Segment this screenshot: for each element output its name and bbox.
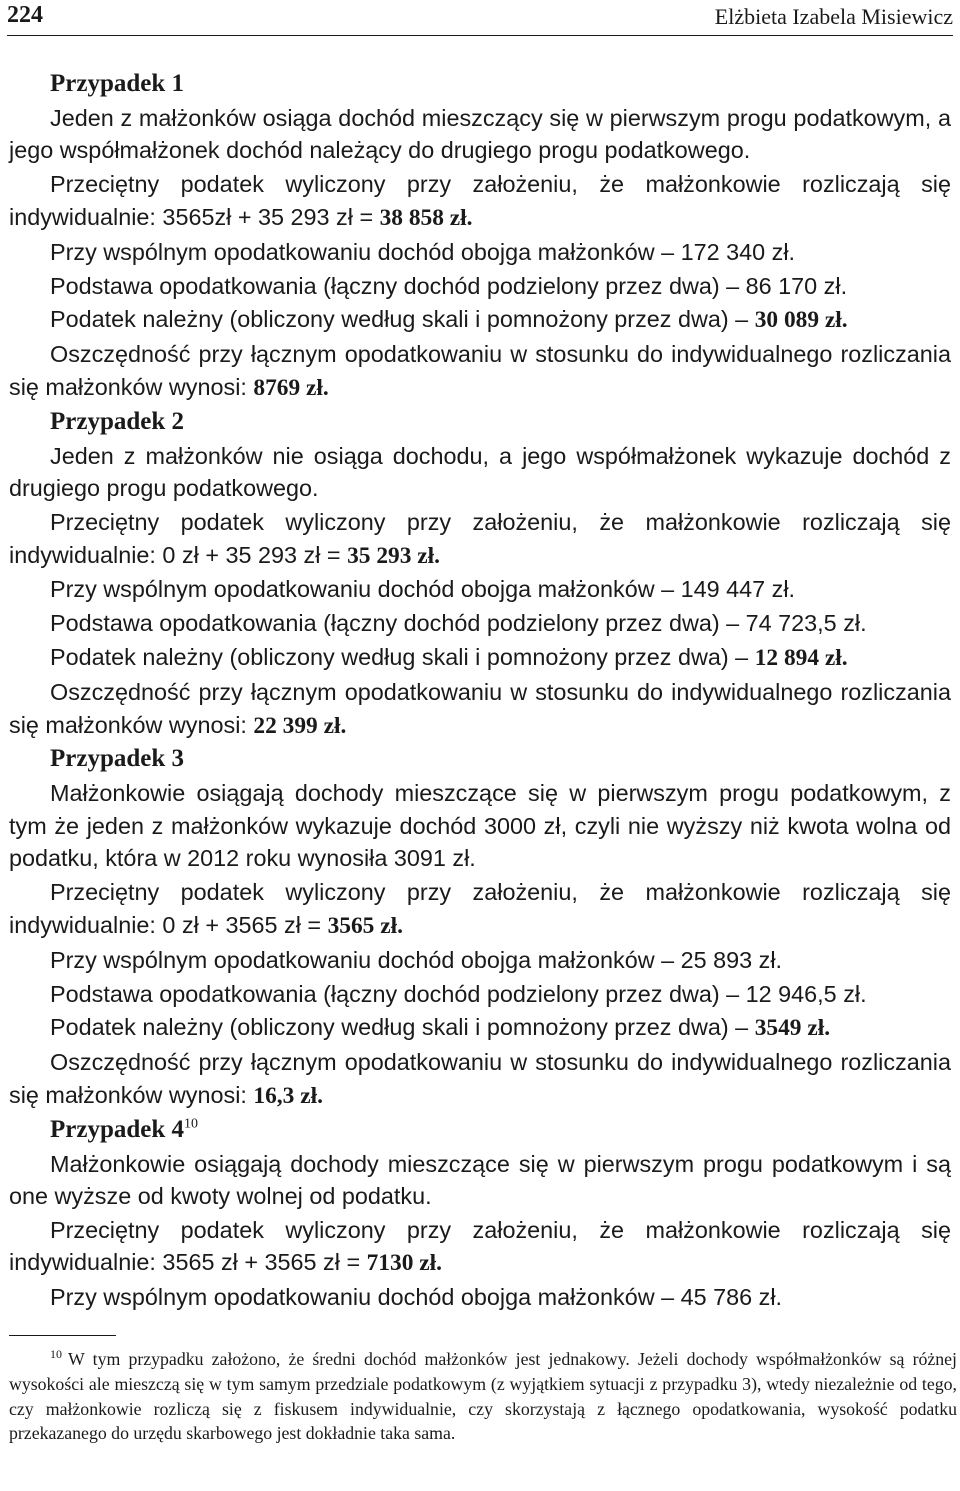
case-4-individual-tax-text: Przeciętny podatek wyliczony przy założeniu, że małżonkowie rozliczają się indywidualnie: 3565 zł + 3565 zł = (9, 1216, 951, 1276)
case-2-savings (9, 676, 951, 742)
case-4-individual-tax (9, 1214, 951, 1280)
case-1-individual-tax-text: Przeciętny podatek wyliczony przy założeniu, że małżonkowie rozliczają się indywidualnie: 3565zł + 35 293 zł = (9, 171, 951, 230)
case-1-individual-tax (9, 168, 951, 234)
case-1-description: Jeden z małżonków osiąga dochód mieszczący się w pierwszym progu podatkowym, a jego współmałżonek dochód należący do drugiego progu podatkowego. (9, 104, 951, 164)
footnote-separator (9, 1335, 116, 1336)
header-rule (7, 35, 953, 36)
body-text (9, 68, 951, 1315)
page-number: 224 (7, 2, 43, 28)
case-3-tax-due-value: 3549 zł. (754, 1015, 831, 1042)
case-3-savings-text: Oszczędność przy łącznym opodatkowaniu w stosunku do indywidualnego rozliczania się małżonków wynosi: (9, 1049, 951, 1108)
case-1-savings-value: 8769 zł. (253, 374, 329, 401)
case-2-tax-due-text: Podatek należny (obliczony według skali i pomnożony przez dwa) – (50, 644, 755, 671)
running-header (7, 0, 953, 40)
footnote-number: 10 (50, 1347, 62, 1362)
footnote-reference[interactable]: 10 (184, 1116, 199, 1132)
case-1-joint-income: Przy wspólnym opodatkowaniu dochód obojga małżonków – 172 340 zł. (50, 238, 796, 265)
case-2-tax-base: Podstawa opodatkowania (łączny dochód podzielony przez dwa) – 74 723,5 zł. (50, 610, 867, 637)
case-3-tax-due-text: Podatek należny (obliczony według skali i pomnożony przez dwa) – (50, 1014, 755, 1041)
case-4-individual-tax-value: 7130 zł. (366, 1250, 442, 1277)
running-author: Elżbieta Izabela Misiewicz (714, 4, 953, 29)
case-2-individual-tax-value: 35 293 zł. (347, 542, 440, 569)
case-2-tax-due-value: 12 894 zł. (754, 645, 848, 672)
case-3-heading (9, 743, 951, 776)
case-1-heading (9, 68, 951, 101)
case-2-description: Jeden z małżonków nie osiąga dochodu, a jego współmałżonek wykazuje dochód z drugiego progu podatkowego. (9, 442, 951, 502)
footnote (9, 1347, 957, 1446)
case-1-savings-text: Oszczędność przy łącznym opodatkowaniu w stosunku do indywidualnego rozliczania się małżonków wynosi: (9, 341, 951, 400)
case-2-joint-income: Przy wspólnym opodatkowaniu dochód obojga małżonków – 149 447 zł. (50, 576, 796, 603)
case-1-tax-due-text: Podatek należny (obliczony według skali i pomnożony przez dwa) – (50, 306, 755, 333)
case-2-heading (9, 406, 951, 439)
case-3-individual-tax-text: Przeciętny podatek wyliczony przy założeniu, że małżonkowie rozliczają się indywidualnie: 0 zł + 3565 zł = (9, 879, 951, 938)
case-3-title: Przypadek 3 (50, 745, 185, 773)
case-3-individual-tax-value: 3565 zł. (327, 912, 403, 939)
case-2-savings-value: 22 399 zł. (253, 712, 347, 739)
case-3-joint-income: Przy wspólnym opodatkowaniu dochód obojga małżonków – 25 893 zł. (50, 946, 783, 973)
case-3-tax-due (9, 1011, 951, 1045)
footnote-text: W tym przypadku założono, że średni dochód małżonków jest jednakowy. Jeżeli dochody współmałżonków są różnej wysokości ale mieszczą się w tym samym przedziale podatkowym (z wyjątkiem sytuacji z przypadku 3), wtedy niezależnie od tego, czy małżonkowie rozliczą się z fiskusem indywidualnie, czy skorzystają z łącznego opodatkowania, wysokość podatku przekazanego do urzędu skarbowego jest dokładnie taka sama. (9, 1349, 957, 1444)
case-4-title: Przypadek 4 (50, 1115, 185, 1143)
case-1-tax-due-value: 30 089 zł. (754, 307, 848, 334)
case-3-individual-tax (9, 876, 951, 942)
case-3-savings (9, 1046, 951, 1112)
case-3-description: Małżonkowie osiągają dochody mieszczące się w pierwszym progu podatkowym, z tym że jeden z małżonków wykazuje dochód 3000 zł, czyli nie wyższy niż kwota wolna od podatku, która w 2012 roku wynosiła 3091 zł. (9, 780, 951, 872)
case-1-tax-due (9, 303, 951, 337)
case-4-description: Małżonkowie osiągają dochody mieszczące się w pierwszym progu podatkowym i są one wyższe od kwoty wolnej od podatku. (9, 1150, 951, 1210)
case-2-savings-text: Oszczędność przy łącznym opodatkowaniu w stosunku do indywidualnego rozliczania się małżonków wynosi: (9, 679, 951, 738)
case-1-title: Przypadek 1 (50, 70, 185, 97)
case-4-joint-income: Przy wspólnym opodatkowaniu dochód obojga małżonków – 45 786 zł. (50, 1284, 783, 1311)
case-2-title: Przypadek 2 (50, 407, 185, 435)
case-2-individual-tax (9, 506, 951, 572)
case-1-savings (9, 338, 951, 404)
case-3-savings-value: 16,3 zł. (253, 1082, 323, 1109)
case-1-tax-base: Podstawa opodatkowania (łączny dochód podzielony przez dwa) – 86 170 zł. (50, 272, 848, 299)
case-2-tax-due (9, 641, 951, 675)
case-2-individual-tax-text: Przeciętny podatek wyliczony przy założeniu, że małżonkowie rozliczają się indywidualnie: 0 zł + 35 293 zł = (9, 509, 951, 568)
case-1-individual-tax-value: 38 858 zł. (379, 204, 473, 231)
case-4-heading (9, 1114, 951, 1147)
case-3-tax-base: Podstawa opodatkowania (łączny dochód podzielony przez dwa) – 12 946,5 zł. (50, 980, 867, 1007)
